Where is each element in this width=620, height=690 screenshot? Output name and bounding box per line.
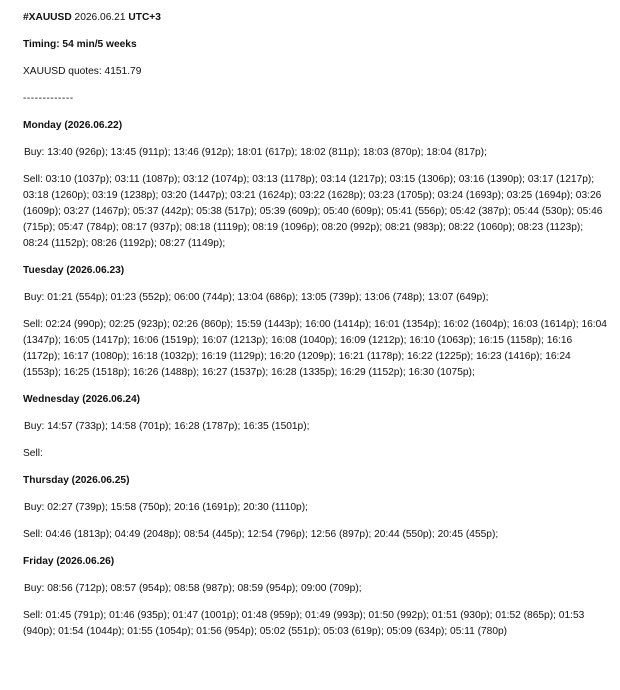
quotes-line: XAUUSD quotes: 4151.79 bbox=[23, 66, 142, 77]
day-title-wednesday: Wednesday (2026.06.24) bbox=[23, 394, 141, 405]
day-title-monday: Monday (2026.06.22) bbox=[23, 120, 123, 131]
buy-list-wednesday: Buy: 14:57 (733p); 14:58 (701p); 16:28 (1787p); 16:35 (1501p); bbox=[24, 421, 310, 432]
sell-list-monday: Sell: 03:10 (1037p); 03:11 (1087p); 03:12 (1074p); 03:13 (1178p); 03:14 (1217p); 03:15 (1306p); 03:16 (1390p); 03:17 (1217p); 03:18 (1260p); 03:19 (1238p); 03:20 (1447p); 03:21 (1624p); 03:22 (1628p); 03:23 (1705p); 03:24 (1693p); 03:25 (1694p); 03:26 (1609p); 03:27 (1467p); 05:37 (442p); 05:38 (517p); 05:39 (609p); 05:40 (609p); 05:41 (556p); 05:42 (387p); 05:44 (530p); 05:46 (715p); 05:47 (784p); 08:17 (937p); 08:18 (1119p); 08:19 (1096p); 08:20 (992p); 08:21 (983p); 08:22 (1060p); 08:23 (1123p); 08:24 (1152p); 08:26 (1192p); 08:27 (1149p); bbox=[23, 174, 603, 249]
symbol: #XAUUSD bbox=[23, 12, 72, 23]
day-title-friday: Friday (2026.06.26) bbox=[23, 556, 115, 567]
timing-line: Timing: 54 min/5 weeks bbox=[23, 39, 137, 50]
separator: ------------- bbox=[23, 93, 74, 104]
buy-list-friday: Buy: 08:56 (712p); 08:57 (954p); 08:58 (987p); 08:59 (954p); 09:00 (709p); bbox=[24, 583, 362, 594]
buy-list-thursday: Buy: 02:27 (739p); 15:58 (750p); 20:16 (1691p); 20:30 (1110p); bbox=[24, 502, 308, 513]
buy-list-monday: Buy: 13:40 (926p); 13:45 (911p); 13:46 (912p); 18:01 (617p); 18:02 (811p); 18:03 (870p); 18:04 (817p); bbox=[24, 147, 487, 158]
day-title-thursday: Thursday (2026.06.25) bbox=[23, 475, 130, 486]
sell-list-tuesday: Sell: 02:24 (990p); 02:25 (923p); 02:26 (860p); 15:59 (1443p); 16:00 (1414p); 16:01 (1354p); 16:02 (1604p); 16:03 (1614p); 16:04 (1347p); 16:05 (1417p); 16:06 (1519p); 16:07 (1213p); 16:08 (1040p); 16:09 (1212p); 16:10 (1063p); 16:15 (1158p); 16:16 (1172p); 16:17 (1080p); 16:18 (1032p); 16:19 (1129p); 16:20 (1209p); 16:21 (1178p); 16:22 (1225p); 16:23 (1416p); 16:24 (1553p); 16:25 (1518p); 16:26 (1488p); 16:27 (1537p); 16:28 (1335p); 16:29 (1152p); 16:30 (1075p); bbox=[23, 319, 607, 378]
header-line bbox=[23, 10, 610, 26]
timezone: UTC+3 bbox=[128, 12, 161, 23]
sell-list-wednesday: Sell: bbox=[23, 448, 43, 459]
sell-list-thursday: Sell: 04:46 (1813p); 04:49 (2048p); 08:54 (445p); 12:54 (796p); 12:56 (897p); 20:44 (550p); 20:45 (455p); bbox=[23, 529, 499, 540]
buy-list-tuesday: Buy: 01:21 (554p); 01:23 (552p); 06:00 (744p); 13:04 (686p); 13:05 (739p); 13:06 (748p); 13:07 (649p); bbox=[24, 292, 489, 303]
sell-list-friday: Sell: 01:45 (791p); 01:46 (935p); 01:47 (1001p); 01:48 (959p); 01:49 (993p); 01:50 (992p); 01:51 (930p); 01:52 (865p); 01:53 (940p); 01:54 (1044p); 01:55 (1054p); 01:56 (954p); 05:02 (551p); 05:03 (619p); 05:09 (634p); 05:11 (780p) bbox=[23, 610, 585, 637]
day-title-tuesday: Tuesday (2026.06.23) bbox=[23, 265, 125, 276]
report-date: 2026.06.21 bbox=[74, 12, 126, 23]
